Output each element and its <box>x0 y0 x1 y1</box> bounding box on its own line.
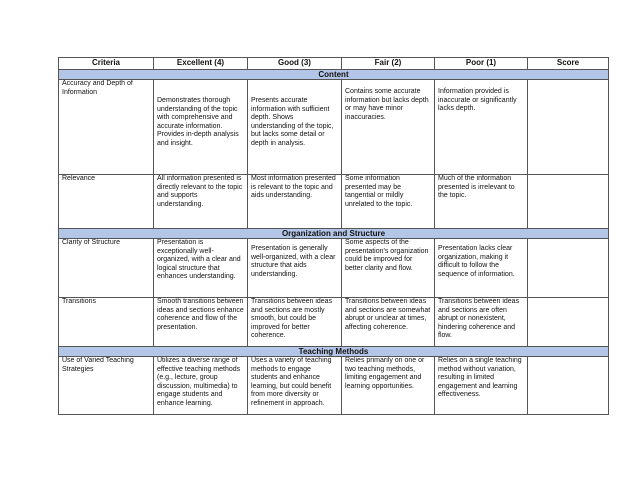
score-cell[interactable] <box>528 175 609 229</box>
section-title: Organization and Structure <box>59 229 609 239</box>
good-cell: Most information presented is relevant to the topic and aids understanding. <box>248 175 342 229</box>
rubric-table <box>58 57 609 415</box>
poor-cell: Presentation lacks clear organization, making it difficult to follow the sequence of information. <box>435 239 528 298</box>
header-excellent: Excellent (4) <box>154 58 248 70</box>
criteria-cell: Use of Varied Teaching Strategies <box>59 357 154 415</box>
header-criteria: Criteria <box>59 58 154 70</box>
poor-cell: Transitions between ideas and sections are often abrupt or nonexistent, hindering coherence and flow. <box>435 298 528 347</box>
fair-cell: Some aspects of the presentation's organization could be improved for better clarity and flow. <box>342 239 435 298</box>
good-cell: Transitions between ideas and sections are mostly smooth, but could be improved for better coherence. <box>248 298 342 347</box>
excellent-cell: Utilizes a diverse range of effective teaching methods (e.g., lecture, group discussion, multimedia) to engage students and enhance learning. <box>154 357 248 415</box>
good-cell: Presentation is generally well-organized, with a clear structure that aids understanding. <box>248 239 342 298</box>
header-fair: Fair (2) <box>342 58 435 70</box>
fair-cell: Contains some accurate information but lacks depth or may have minor inaccuracies. <box>342 80 435 175</box>
section-title: Content <box>59 70 609 80</box>
table-row <box>59 239 609 298</box>
criteria-cell: Clarity of Structure <box>59 239 154 298</box>
good-cell: Presents accurate information with sufficient depth. Shows understanding of the topic, but lacks some detail or depth in analysis. <box>248 80 342 175</box>
table-row <box>59 175 609 229</box>
score-cell[interactable] <box>528 239 609 298</box>
excellent-cell: Presentation is exceptionally well-organized, with a clear and logical structure that enhances understanding. <box>154 239 248 298</box>
fair-cell: Transitions between ideas and sections are somewhat abrupt or unclear at times, affecting coherence. <box>342 298 435 347</box>
poor-cell: Relies on a single teaching method without variation, resulting in limited engagement and learning effectiveness. <box>435 357 528 415</box>
fair-cell: Relies primarily on one or two teaching methods, limiting engagement and learning opportunities. <box>342 357 435 415</box>
header-good: Good (3) <box>248 58 342 70</box>
score-cell[interactable] <box>528 357 609 415</box>
good-cell: Uses a variety of teaching methods to engage students and enhance learning, but could benefit from more diversity or refinement in approach. <box>248 357 342 415</box>
section-row-teaching-methods <box>59 347 609 357</box>
score-cell[interactable] <box>528 80 609 175</box>
excellent-cell: All information presented is directly relevant to the topic and supports understanding. <box>154 175 248 229</box>
excellent-cell: Demonstrates thorough understanding of the topic with comprehensive and accurate information. Provides in-depth analysis and insight. <box>154 80 248 175</box>
criteria-cell: Transitions <box>59 298 154 347</box>
criteria-cell: Accuracy and Depth of Information <box>59 80 154 175</box>
table-row <box>59 80 609 175</box>
header-poor: Poor (1) <box>435 58 528 70</box>
table-row <box>59 357 609 415</box>
criteria-cell: Relevance <box>59 175 154 229</box>
section-title: Teaching Methods <box>59 347 609 357</box>
poor-cell: Much of the information presented is irrelevant to the topic. <box>435 175 528 229</box>
score-cell[interactable] <box>528 298 609 347</box>
section-row-organization <box>59 229 609 239</box>
excellent-cell: Smooth transitions between ideas and sections enhance coherence and flow of the presentation. <box>154 298 248 347</box>
section-row-content <box>59 70 609 80</box>
table-row <box>59 298 609 347</box>
header-score: Score <box>528 58 609 70</box>
header-row <box>59 58 609 70</box>
poor-cell: Information provided is inaccurate or significantly lacks depth. <box>435 80 528 175</box>
fair-cell: Some information presented may be tangential or mildly unrelated to the topic. <box>342 175 435 229</box>
